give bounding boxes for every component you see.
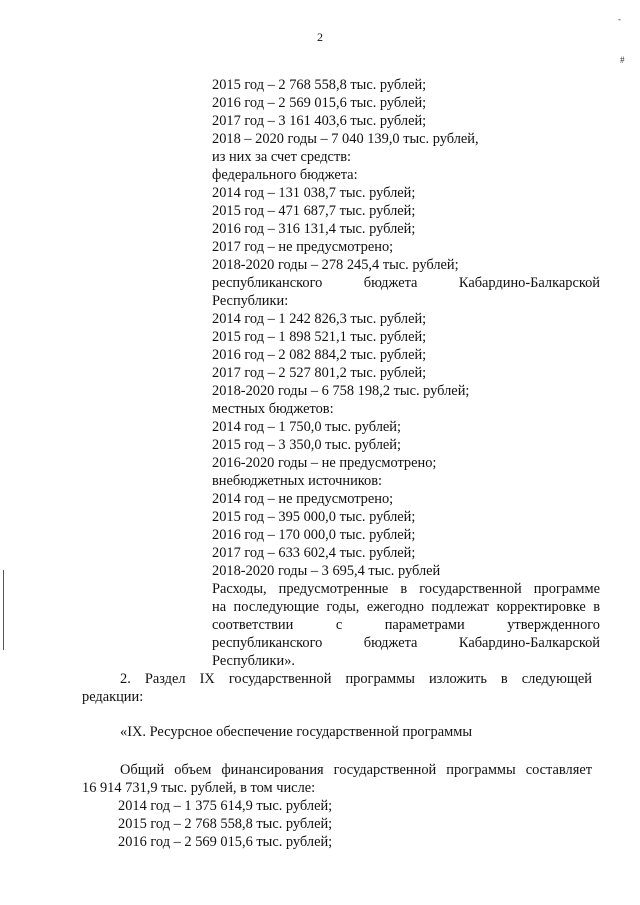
scan-mark-top: - (618, 14, 621, 24)
funding-line: 2014 год – 1 750,0 тыс. рублей; (212, 419, 401, 435)
funding-line: 2016 год – 2 569 015,6 тыс. рублей; (212, 95, 427, 111)
section-heading (82, 723, 592, 741)
funding-line: 2016 год – 170 000,0 тыс. рублей; (212, 527, 416, 543)
funding-line: 2015 год – 395 000,0 тыс. рублей; (212, 509, 416, 525)
funding-line: 2018-2020 годы – 278 245,4 тыс. рублей; (212, 257, 459, 273)
section-item-line: 2. Раздел IX государственной программы изложить в следующей (120, 671, 592, 687)
total-funding-line: 16 914 731,9 тыс. рублей, в том числе: (82, 780, 316, 796)
scan-mark-second: # (620, 55, 625, 65)
funding-line: 2017 год – 633 602,4 тыс. рублей; (212, 545, 416, 561)
page-number: 2 (317, 30, 323, 44)
funding-line: федерального бюджета: (212, 167, 358, 183)
funding-line: 2016 год – 316 131,4 тыс. рублей; (212, 221, 416, 237)
funding-line: республиканского бюджета Кабардино-Балкарской (212, 635, 600, 651)
funding-line: 2014 год – 1 242 826,3 тыс. рублей; (212, 311, 427, 327)
funding-line: 2016-2020 годы – не предусмотрено; (212, 455, 437, 471)
funding-line: на последующие годы, ежегодно подлежат корректировке в (212, 599, 600, 615)
funding-line: внебюджетных источников: (212, 473, 383, 489)
funding-line: местных бюджетов: (212, 401, 334, 417)
funding-line: 2017 год – 3 161 403,6 тыс. рублей; (212, 113, 427, 129)
funding-line: республиканского бюджета Кабардино-Балкарской (212, 275, 600, 291)
section-heading-text: «IX. Ресурсное обеспечение государственной программы (120, 724, 472, 740)
funding-line: Республики: (212, 293, 289, 309)
funding-line: 2015 год – 2 768 558,8 тыс. рублей; (212, 77, 427, 93)
funding-line: 2018-2020 годы – 6 758 198,2 тыс. рублей; (212, 383, 470, 399)
funding-line: 2014 год – 131 038,7 тыс. рублей; (212, 185, 416, 201)
total-funding-paragraph (82, 761, 592, 797)
annual-amount-line: 2014 год – 1 375 614,9 тыс. рублей; (118, 798, 333, 814)
annual-amount-line: 2015 год – 2 768 558,8 тыс. рублей; (118, 816, 333, 832)
funding-line: 2017 год – не предусмотрено; (212, 239, 394, 255)
annual-amount-line: 2016 год – 2 569 015,6 тыс. рублей; (118, 834, 333, 850)
funding-line: 2015 год – 1 898 521,1 тыс. рублей; (212, 329, 427, 345)
funding-line: 2017 год – 2 527 801,2 тыс. рублей; (212, 365, 427, 381)
funding-line: 2014 год – не предусмотрено; (212, 491, 394, 507)
section-item-line: редакции: (82, 689, 144, 705)
funding-line: Республики». (212, 653, 295, 669)
funding-line: 2015 год – 3 350,0 тыс. рублей; (212, 437, 401, 453)
funding-line: соответствии с параметрами утвержденного (212, 617, 600, 633)
funding-line: из них за счет средств: (212, 149, 352, 165)
funding-column (212, 76, 600, 670)
scan-edge-line (3, 570, 4, 650)
section-item-paragraph (82, 670, 592, 706)
total-funding-line: Общий объем финансирования государственной программы составляет (120, 762, 592, 778)
funding-line: 2016 год – 2 082 884,2 тыс. рублей; (212, 347, 427, 363)
funding-line: Расходы, предусмотренные в государственной программе (212, 581, 600, 597)
funding-line: 2018 – 2020 годы – 7 040 139,0 тыс. рублей, (212, 131, 479, 147)
annual-amounts-list (118, 797, 332, 851)
funding-line: 2015 год – 471 687,7 тыс. рублей; (212, 203, 416, 219)
funding-line: 2018-2020 годы – 3 695,4 тыс. рублей (212, 563, 441, 579)
